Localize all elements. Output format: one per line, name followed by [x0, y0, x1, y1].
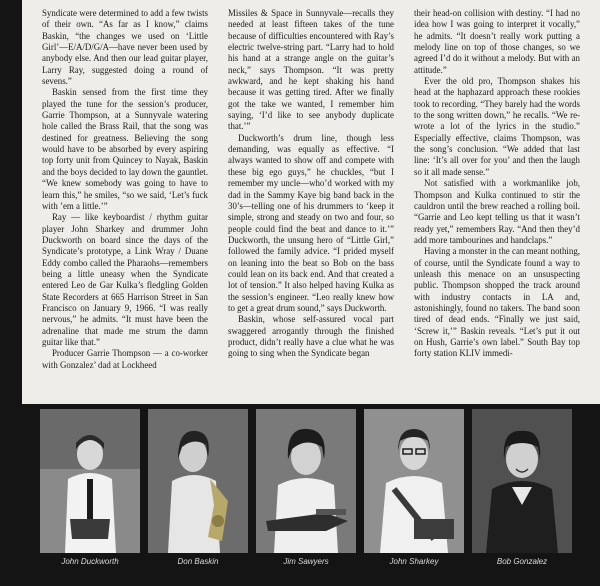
caption-john-sharkey: John Sharkey	[389, 557, 439, 566]
paragraph: their head-on collision with destiny. “I had no idea how I was going to interpret it vocally,” he admits. “It doesn’t really work putting a melody line on top of those changes, so we agreed I’d do it without a melody. But with an attitude.”	[414, 8, 580, 75]
photo-don-baskin	[148, 409, 248, 553]
caption-bob-gonzalez: Bob Gonzalez	[496, 557, 548, 566]
paragraph: Syndicate were determined to add a few twists of their own. “As far as I know,” claims Baskin, “the changes we used on ‘Little Girl’—E/A/D/G/A—have never been used by anybody else. And then our lead guitar player, Larry Ray, suggested doing a round of sevens.”	[42, 8, 208, 87]
photo-bob-gonzalez	[472, 409, 572, 553]
text-column-1	[42, 8, 208, 408]
text-column-2	[228, 8, 394, 408]
paragraph: Ray — like keyboardist / rhythm guitar player John Sharkey and drummer John Duckworth on board since the days of the Syndicate’s prototype, a Link Wray / Duane Eddy combo called the Pharaohs—remembers being a little uneasy when the Syndicate entered Leo de Gar Kulka’s fledgling Golden State Recorders at 665 Harrison Street in San Francisco on January 9, 1966. “I was really nervous,” he admits. “It must have been the adrenaline that made me strum the damn guitar like that.”	[42, 212, 208, 347]
caption-john-duckworth: John Duckworth	[61, 557, 119, 566]
paragraph: Missiles & Space in Sunnyvale—recalls they needed at least fifteen takes of the tune because of difficulties encountered with Ray’s electric twelve-string part. “Larry had to hold his hand at a strange angle on the guitar’s neck,” says Thompson. “It was pretty awkward, and he kept shaking his hand because it was getting tired. After we finally got the take we wanted, I remember him saying, ‘I’d like to see anybody duplicate that.’”	[228, 8, 394, 132]
paragraph: Baskin, whose self-assured vocal part swaggered arrogantly through the finished product, didn’t really have a clue what he was going to sing when the Syndicate began	[228, 314, 394, 359]
band-photos	[40, 409, 572, 553]
caption-jim-sawyers: Jim Sawyers	[283, 557, 329, 566]
paragraph: Producer Garrie Thompson — a co-worker with Gonzalez’ dad at Lockheed	[42, 348, 208, 370]
paragraph: Ever the old pro, Thompson shakes his head at the haphazard approach these rookies took to recording. “They barely had the words to the song written down,” he recalls. “We re-wrote a lot of the lyrics in the studio.” Especially effective, claims Thompson, was the song’s conclusion. “We added that last line: ‘It’s all over for you’ and then the laugh so it all made sense.”	[414, 76, 580, 177]
caption-don-baskin: Don Baskin	[177, 557, 219, 566]
photo-john-sharkey	[364, 409, 464, 553]
paragraph: Not satisfied with a workmanlike job, Thompson and Kulka continued to stir the cauldron until the brew reached a rolling boil. “Garrie and Leo kept telling us that it wasn’t ready yet,” remembers Ray. “And then they’d add more tambourines and handclaps.”	[414, 178, 580, 245]
photo-captions	[40, 557, 572, 573]
photo-jim-sawyers	[256, 409, 356, 553]
photo-john-duckworth	[40, 409, 140, 553]
text-column-3	[414, 8, 580, 408]
paragraph: Having a monster in the can meant nothing, of course, until the Syndicate found a way to unleash this menace on an unsuspecting public. Thompson shopped the track around with industry contacts in LA and, astonishingly, found no takers. The band soon tired of dead ends. “Finally we just said, ‘Screw it,’” Baskin reveals. “Let’s put it out on Hush, Garrie’s own label.” South Bay top forty station KLIV immedi-	[414, 246, 580, 359]
article-text	[42, 8, 580, 408]
paragraph: Duckworth’s drum line, though less demanding, was equally as effective. “I always wanted to show off and compete with these big ego guys,” he chuckles, “but I remember my uncle—who’d worked with my dad in the Sammy Kaye big band back in the 30’s—telling one of his drummers to ‘keep it simple, strong and steady on two and four, so people could find the beat and dance to it.’” Duckworth, the unsung hero of “Little Girl,” followed the family advice. “I prided myself on leaning into the beat so Bob on the bass could lean on its back end. And that created a lot of tension.” It also helped having Kulka as the session’s engineer. “Leo really knew how to get a great drum sound,” says Duckworth.	[228, 132, 394, 313]
paragraph: Baskin sensed from the first time they played the tune for the session’s producer, Garrie Thompson, at a Sunnyvale watering hole called the Brass Rail, that the song was destined for greatness. Believing the song would have to be absorbed by every aspiring top forty unit from Quincey to Nayak, Baskin and the boys decided to lay down the gauntlet. “We knew somebody was going to have to learn this,” he smiles, “so we said, ‘Let’s fuck with ’em a little.’”	[42, 87, 208, 211]
